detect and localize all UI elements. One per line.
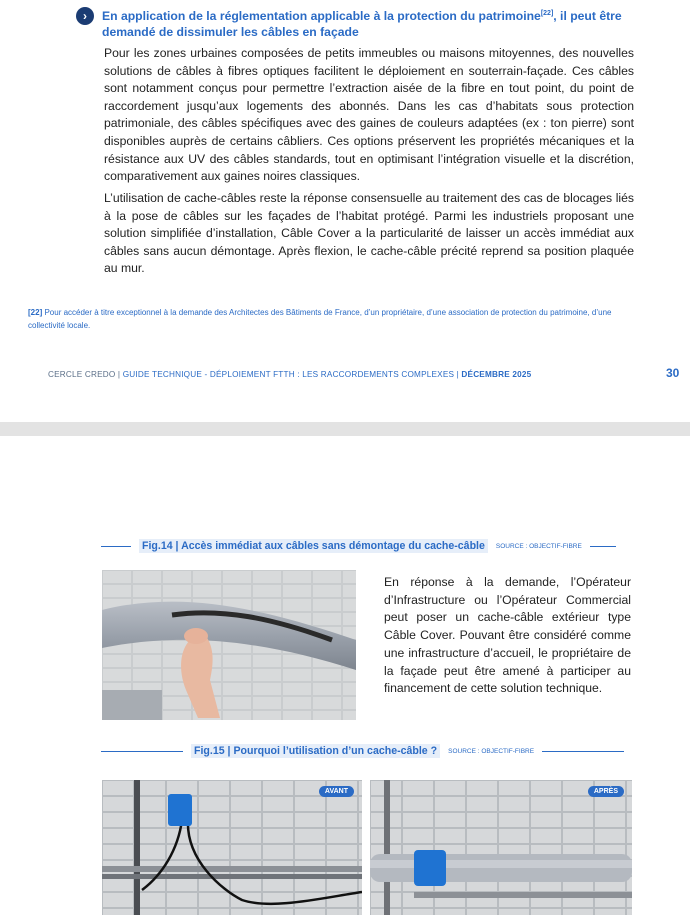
wall-before-illustration: [102, 780, 362, 915]
footer-guide: GUIDE TECHNIQUE - DÉPLOIEMENT FTTH : LES RACCORDEMENTS COMPLEXES |: [122, 370, 462, 379]
paragraph-cache-cables: L’utilisation de cache-câbles reste la réponse consensuelle au traitement des cas de blocages liés à la pose de câbles sur les façades de l’habitat protégé. Parmi les industriels proposant une solution simplifiée d’installation, Câble Cover a la particularité de laisser un accès immédiat aux câbles sans aucun démontage. Après flexion, le cache-câble précité reprend sa position plaquée au mur.: [104, 191, 634, 276]
fig15-photo-before: [102, 780, 362, 915]
caption-rule-left: [101, 546, 131, 547]
chevron-right-icon: ›: [76, 7, 94, 25]
fig14-photo: [102, 570, 356, 720]
wall-after-illustration: [370, 780, 632, 915]
page-footer: [48, 370, 531, 379]
fig14-source: SOURCE : OBJECTIF-FIBRE: [495, 542, 582, 550]
heading-main: En application de la réglementation applicable à la protection du patrimoine: [102, 9, 541, 24]
footer-org: CERCLE CREDO |: [48, 370, 123, 379]
fig15-source: SOURCE : OBJECTIF-FIBRE: [448, 747, 535, 755]
footnote-text: Pour accéder à titre exceptionnel à la demande des Architectes des Bâtiments de France, d’un propriétaire, d’une association de protection du patrimoine, d’une collectivité locale.: [28, 308, 612, 330]
section-heading: [76, 6, 638, 40]
tag-after: APRÈS: [588, 786, 624, 797]
cable-cover-hand-illustration: [102, 570, 356, 720]
page-number: 30: [666, 366, 680, 380]
fig15-title: Fig.15 | Pourquoi l’utilisation d’un cache-câble ?: [191, 744, 440, 758]
fig14-description: En réponse à la demande, l’Opérateur d’Infrastructure ou l’Opérateur Commercial peut poser un cache-câble extérieur type Câble Cover. Pouvant être considéré comme une infrastructure d’accueil, le propriétaire de la façade peut être amené à participer au financement de cette solution technique.: [384, 575, 631, 696]
fig14-title: Fig.14 | Accès immédiat aux câbles sans démontage du cache-câble: [139, 539, 488, 553]
caption-rule-right: [590, 546, 616, 547]
footnote-ref: [22]: [28, 308, 43, 317]
footer-date: DÉCEMBRE 2025: [461, 370, 532, 379]
tag-before: AVANT: [319, 786, 354, 797]
heading-footnote-ref[interactable]: [22]: [540, 10, 554, 17]
fig15-caption: [101, 744, 624, 758]
heading-end: , il peut être demandé de dissimuler les câbles en façade: [102, 9, 622, 40]
page-31: [0, 436, 690, 915]
fig15-photo-after: [370, 780, 632, 915]
fig14-caption: [101, 539, 616, 553]
caption-rule-left: [101, 751, 183, 752]
page-30: [0, 0, 690, 422]
footnote-22: [28, 307, 640, 332]
paragraph-cables: Pour les zones urbaines composées de petits immeubles ou maisons mitoyennes, des nouvelles solutions de câbles à fibres optiques facilitent le déploiement en souterrain-façade. Ces câbles sont notamment conçus pour permettre l’extraction aisée de la fibre en tout point, du point de raccordement jusqu’aux logements des abonnés. Dans les cas d’habitats sous protection patrimoniale, des câbles spécifiques avec des gaines de couleurs adaptées (ex : ton pierre) sont disponibles auprès de certains câbliers. Ces options préservent les propriétés mécaniques et la résistance aux UV des câbles standards, tout en optimisant l’intégration visuelle et la discrétion, comparativement aux gaines noires classiques.: [104, 46, 634, 184]
caption-rule-right: [542, 751, 624, 752]
